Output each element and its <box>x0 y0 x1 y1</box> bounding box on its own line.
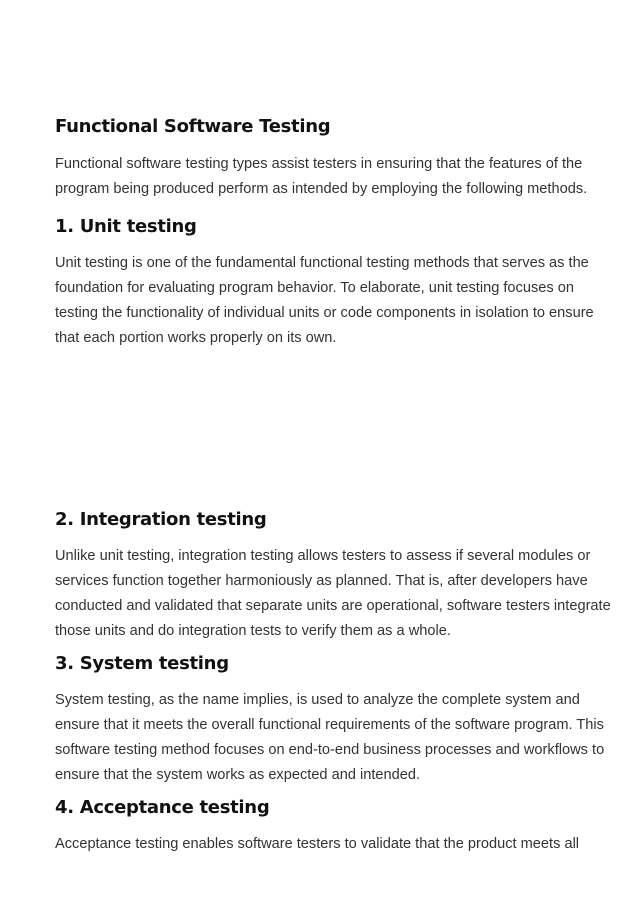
section-heading-acceptance-testing: 4. Acceptance testing <box>55 797 270 818</box>
section-paragraph-integration-testing <box>55 544 611 644</box>
text-line: that each portion works properly on its own. <box>55 330 337 346</box>
text-line: ensure that the system works as expected and intended. <box>55 767 421 783</box>
text-line: testing the functionality of individual units or code components in isolation to ensure <box>55 305 594 321</box>
text-line: software testing method focuses on end-to-end business processes and workflows to <box>55 742 605 758</box>
text-line: Unit testing is one of the fundamental functional testing methods that serves as the <box>55 255 589 271</box>
page-title: Functional Software Testing <box>55 116 331 137</box>
text-line: ensure that it meets the overall functional requirements of the software program. This <box>55 717 604 733</box>
text-line: those units and do integration tests to verify them as a whole. <box>55 623 451 639</box>
text-line: System testing, as the name implies, is used to analyze the complete system and <box>55 692 580 708</box>
text-line: services function together harmoniously as planned. That is, after developers have <box>55 573 588 589</box>
intro-paragraph <box>55 152 600 202</box>
section-heading-integration-testing: 2. Integration testing <box>55 509 267 530</box>
section-paragraph-unit-testing <box>55 251 600 351</box>
text-line: Functional software testing types assist testers in ensuring that the features of the <box>55 156 583 172</box>
section-paragraph-system-testing <box>55 688 605 788</box>
section-heading-unit-testing: 1. Unit testing <box>55 216 197 237</box>
section-paragraph-acceptance-testing <box>55 832 600 857</box>
text-line: foundation for evaluating program behavior. To elaborate, unit testing focuses on <box>55 280 574 296</box>
section-heading-system-testing: 3. System testing <box>55 653 229 674</box>
text-line: Unlike unit testing, integration testing allows testers to assess if several modules or <box>55 548 591 564</box>
text-line: conducted and validated that separate units are operational, software testers integrate <box>55 598 611 614</box>
text-line: program being produced perform as intended by employing the following methods. <box>55 181 588 197</box>
text-line: Acceptance testing enables software testers to validate that the product meets all <box>55 836 580 852</box>
